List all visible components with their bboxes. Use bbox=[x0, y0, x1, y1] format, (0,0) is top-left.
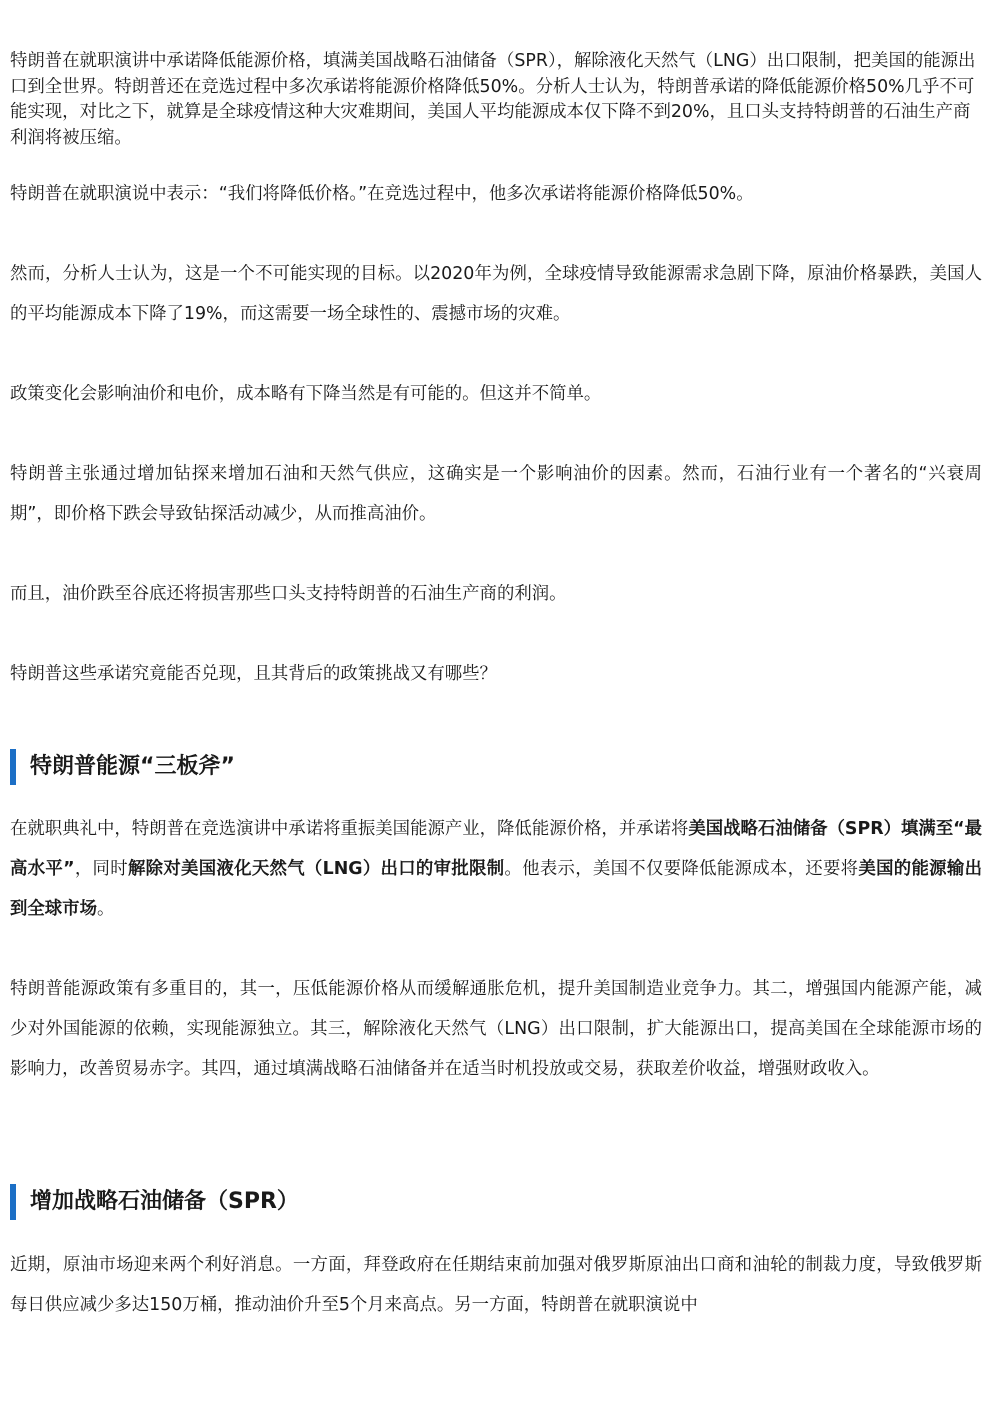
bold-text-export: 美国的能源输出到全球市场 bbox=[10, 859, 982, 919]
text-run: 。 bbox=[96, 899, 115, 919]
section-heading-spr: 增加战略石油储备（SPR） bbox=[10, 1184, 299, 1220]
paragraph-text: 然而，分析人士认为，这是一个不可能实现的目标。以2020年为例，全球疫情导致能源需求急剧下降，原油价格暴跌，美国人的平均能源成本下降了19%，而这需要一场全球性的、震撼市场的灾难。 bbox=[10, 264, 982, 324]
text-run: 。他表示，美国不仅要降低能源成本，还要将 bbox=[504, 859, 859, 879]
paragraph-question bbox=[10, 654, 982, 694]
bold-text-lng: 解除对美国液化天然气（LNG）出口的审批限制 bbox=[127, 859, 505, 879]
paragraph-text: 近期，原油市场迎来两个利好消息。一方面，拜登政府在任期结束前加强对俄罗斯原油出口商和油轮的制裁力度，导致俄罗斯每日供应减少多达150万桶，推动油价升至5个月来高点。另一方面，特朗普在就职演说中 bbox=[10, 1255, 982, 1315]
paragraph-inauguration bbox=[10, 809, 982, 929]
paragraph-analysts bbox=[10, 254, 982, 334]
paragraph-text: 特朗普主张通过增加钻探来增加石油和天然气供应，这确实是一个影响油价的因素。然而，石油行业有一个著名的“兴衰周期”，即价格下跌会导致钻探活动减少，从而推高油价。 bbox=[10, 464, 982, 524]
paragraph-text: 政策变化会影响油价和电价，成本略有下降当然是有可能的。但这并不简单。 bbox=[10, 384, 602, 404]
paragraph-producers bbox=[10, 574, 982, 614]
paragraph-policy-goals bbox=[10, 969, 982, 1089]
section-heading-three-axes: 特朗普能源“三板斧” bbox=[10, 749, 235, 785]
bold-text-spr: 美国战略石油储备（SPR）填满至“最高水平” bbox=[10, 819, 982, 879]
paragraph-text: 而且，油价跌至谷底还将损害那些口头支持特朗普的石油生产商的利润。 bbox=[10, 584, 567, 604]
paragraph-policy-change bbox=[10, 374, 982, 414]
paragraph-oil-market bbox=[10, 1245, 982, 1325]
paragraph-text: 特朗普能源政策有多重目的，其一，压低能源价格从而缓解通胀危机，提升美国制造业竞争力。其二，增强国内能源产能，减少对外国能源的依赖，实现能源独立。其三，解除液化天然气（LNG）出口限制，扩大能源出口，提高美国在全球能源市场的影响力，改善贸易赤字。其四，通过填满战略石油储备并在适当时机投放或交易，获取差价收益，增强财政收入。 bbox=[10, 979, 982, 1079]
text-run: ，同时 bbox=[74, 859, 128, 879]
paragraph-drilling bbox=[10, 454, 982, 534]
text-run: 在就职典礼中，特朗普在竞选演讲中承诺将重振美国能源产业，降低能源价格，并承诺将 bbox=[10, 819, 689, 839]
lead-paragraph: 特朗普在就职演说中表示：“我们将降低价格。”在竞选过程中，他多次承诺将能源价格降低50%。 bbox=[10, 184, 754, 204]
article-summary: 特朗普在就职演讲中承诺降低能源价格，填满美国战略石油储备（SPR），解除液化天然气（LNG）出口限制，把美国的能源出口到全世界。特朗普还在竞选过程中多次承诺将能源价格降低50%。分析人士认为，特朗普承诺的降低能源价格50%几乎不可能实现，对比之下，就算是全球疫情这种大灾难期间，美国人平均能源成本仅下降不到20%，且口头支持特朗普的石油生产商利润将被压缩。 bbox=[10, 51, 976, 148]
paragraph-text bbox=[10, 809, 982, 929]
paragraph-text: 特朗普这些承诺究竟能否兑现，且其背后的政策挑战又有哪些？ bbox=[10, 664, 497, 684]
